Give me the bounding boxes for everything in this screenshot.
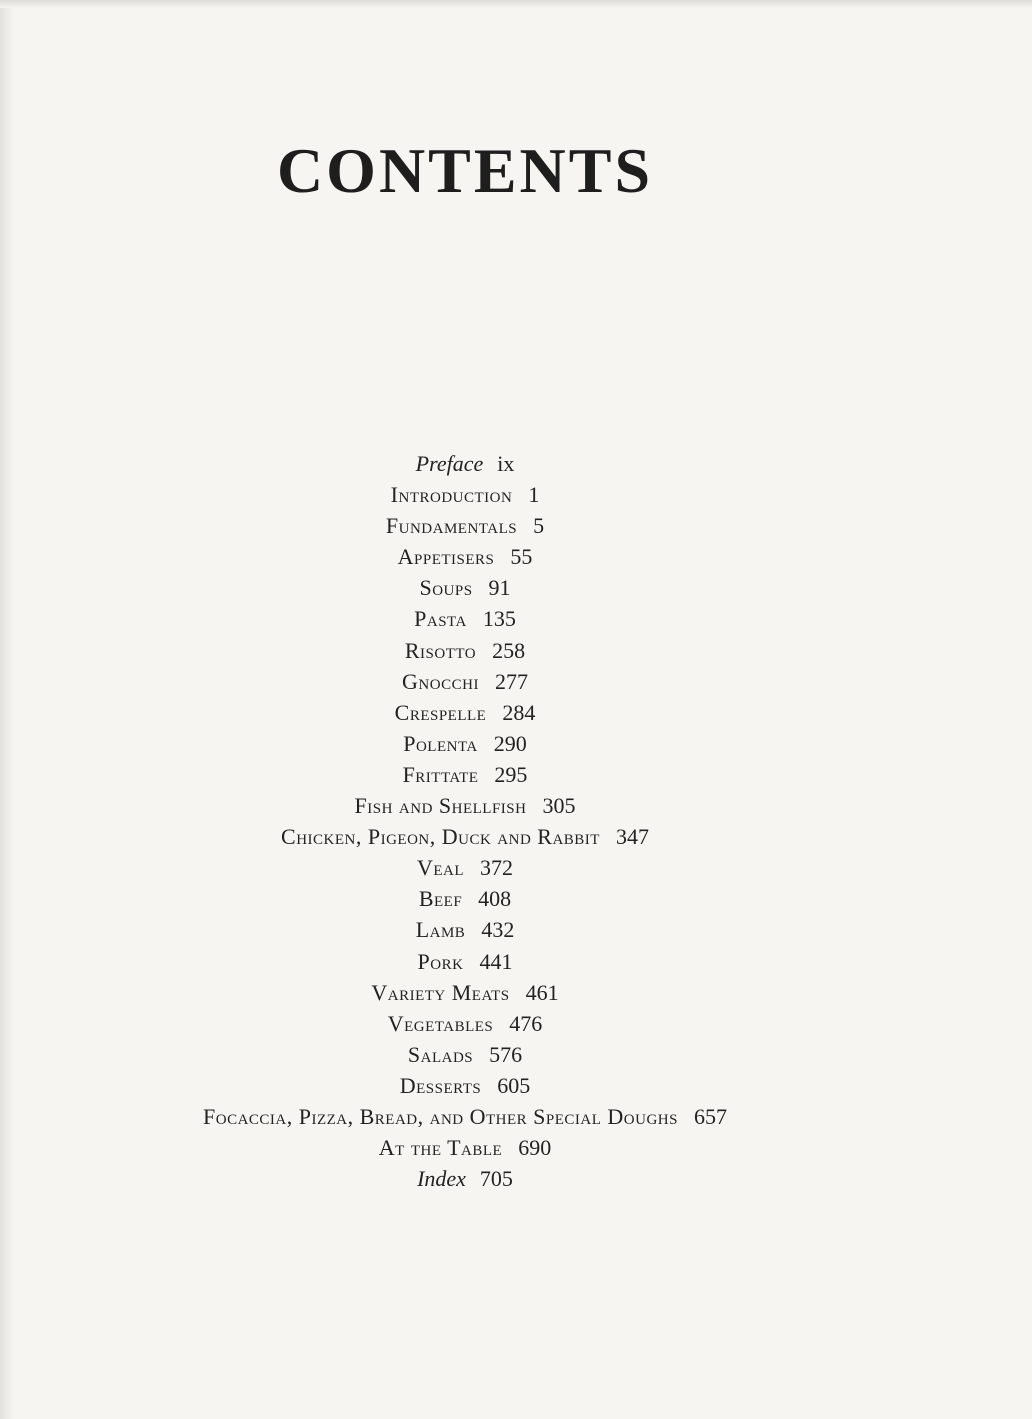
toc-entry — [0, 1039, 930, 1070]
toc-entry — [0, 635, 930, 666]
toc-entry-page-number: 55 — [510, 544, 533, 570]
page-top-edge-shadow — [0, 0, 1032, 8]
toc-entry-page-number: 295 — [494, 761, 528, 787]
toc-entry-title: Crespelle — [394, 699, 487, 725]
toc-entry-page-number: 347 — [615, 824, 649, 850]
toc-entry-page-number: 461 — [525, 979, 559, 1005]
toc-entry-title: Salads — [407, 1041, 474, 1067]
toc-entry-page-number: 705 — [479, 1166, 513, 1192]
toc-entry-title: Pasta — [414, 606, 467, 632]
toc-entry-page-number: 432 — [481, 917, 515, 943]
toc-entry-title: Index — [417, 1166, 466, 1192]
toc-entry — [0, 914, 930, 945]
page-title: CONTENTS — [276, 134, 654, 206]
toc-entry — [0, 510, 930, 541]
toc-entry-title: Pork — [417, 948, 464, 974]
toc-entry — [0, 572, 930, 603]
toc-entry-title: Appetisers — [397, 544, 495, 570]
toc-entry-title: Soups — [419, 575, 473, 601]
toc-entry — [0, 1101, 930, 1132]
toc-entry-title: Variety Meats — [371, 979, 510, 1005]
toc-entry-page-number: 476 — [509, 1010, 543, 1036]
toc-entry-page-number: 605 — [497, 1072, 531, 1098]
toc-entry-title: Fish and Shellfish — [354, 793, 527, 819]
toc-entry-page-number: 441 — [479, 948, 513, 974]
toc-entry-page-number: 1 — [528, 482, 540, 508]
toc-entry — [0, 1070, 930, 1101]
toc-entry — [0, 977, 930, 1008]
toc-entry-title: Chicken, Pigeon, Duck and Rabbit — [281, 824, 600, 850]
toc-entry-title: Focaccia, Pizza, Bread, and Other Special Doughs — [203, 1103, 678, 1129]
toc-entry-title: Veal — [416, 855, 465, 881]
table-of-contents — [0, 448, 930, 1194]
toc-entry-page-number: 576 — [489, 1041, 523, 1067]
toc-entry-title: Lamb — [415, 917, 466, 943]
toc-entry-page-number: 91 — [488, 575, 511, 601]
toc-entry — [0, 852, 930, 883]
toc-entry-page-number: 290 — [493, 730, 527, 756]
toc-entry-page-number: 277 — [494, 668, 528, 694]
toc-entry-title: Fundamentals — [385, 513, 518, 539]
toc-entry-title: Beef — [418, 886, 463, 912]
toc-entry — [0, 790, 930, 821]
toc-entry-title: Frittate — [402, 761, 479, 787]
toc-entry — [0, 541, 930, 572]
toc-entry-title: Gnocchi — [402, 668, 479, 694]
toc-entry-page-number: 408 — [478, 886, 512, 912]
toc-entry-title: At the Table — [378, 1135, 503, 1161]
toc-entry-page-number: 372 — [480, 855, 514, 881]
toc-entry-title: Preface — [415, 451, 484, 476]
toc-entry-title: Polenta — [403, 730, 478, 756]
toc-entry — [0, 883, 930, 914]
toc-entry — [0, 1163, 930, 1194]
toc-entry-title: Vegetables — [387, 1010, 494, 1036]
toc-entry — [0, 603, 930, 634]
toc-entry-page-number: 258 — [492, 637, 526, 663]
toc-entry-page-number: 284 — [502, 699, 536, 725]
toc-entry — [0, 759, 930, 790]
toc-entry — [0, 946, 930, 977]
toc-entry-page-number: ix — [497, 451, 515, 476]
toc-entry-title: Introduction — [390, 482, 513, 508]
toc-entry — [0, 728, 930, 759]
toc-entry-page-number: 5 — [533, 513, 545, 539]
toc-entry — [0, 1132, 930, 1163]
toc-entry-page-number: 657 — [693, 1103, 727, 1129]
toc-entry-page-number: 305 — [542, 793, 576, 819]
toc-entry — [0, 1008, 930, 1039]
toc-entry-title: Desserts — [399, 1072, 482, 1098]
toc-entry-page-number: 690 — [518, 1135, 552, 1161]
toc-entry — [0, 448, 930, 479]
toc-entry — [0, 821, 930, 852]
toc-entry-page-number: 135 — [482, 606, 516, 632]
toc-entry — [0, 697, 930, 728]
toc-entry-title: Risotto — [404, 637, 477, 663]
toc-entry — [0, 479, 930, 510]
toc-entry — [0, 666, 930, 697]
